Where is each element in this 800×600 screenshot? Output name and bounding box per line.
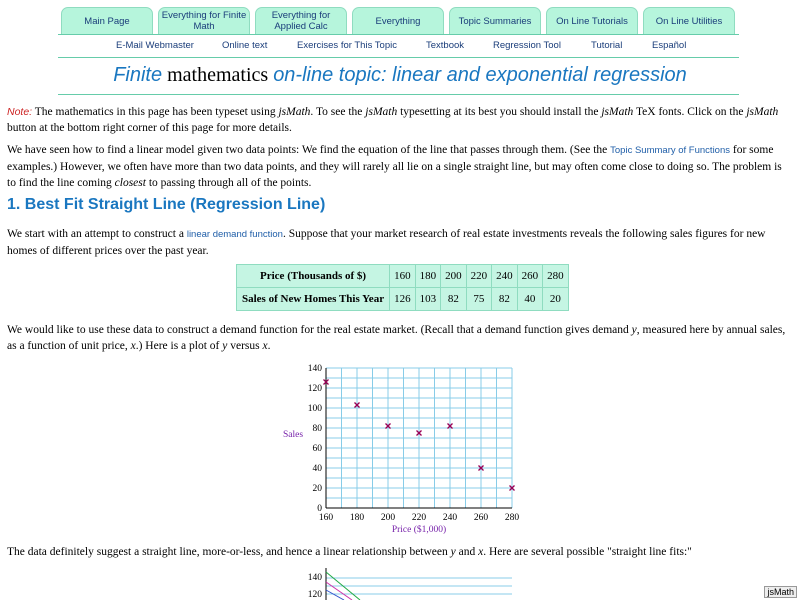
section-heading: 1. Best Fit Straight Line (Regression Line) xyxy=(7,196,326,213)
y-tick-label: 20 xyxy=(312,484,322,494)
table-cell: 75 xyxy=(466,288,492,311)
table-cell: 220 xyxy=(466,265,492,288)
x-tick-label: 260 xyxy=(473,513,489,523)
table-header: Price (Thousands of $) xyxy=(237,265,390,288)
table-row xyxy=(237,265,569,288)
x-tick-label: 280 xyxy=(504,513,520,523)
x-tick-label: 220 xyxy=(411,513,427,523)
nav-link-textbook[interactable]: Textbook xyxy=(426,40,465,51)
nav-link-exercises-for-this-topic[interactable]: Exercises for This Topic xyxy=(297,40,397,51)
table-cell: 82 xyxy=(492,288,518,311)
top-tab-bar xyxy=(61,7,735,35)
x-tick-label: 240 xyxy=(442,513,458,523)
tab-on-line-tutorials[interactable]: On Line Tutorials xyxy=(546,7,638,35)
jsmath-note: Note: The mathematics in this page has been typeset using jsMath. To see the jsMath typesetting at its best you should install the jsMath TeX fonts. Click on the jsMath button at the bottom right corner of this page for more details. xyxy=(7,106,779,134)
y-tick-label: 120 xyxy=(307,590,322,600)
jsmath-button[interactable]: jsMath xyxy=(764,586,797,598)
table-cell: 160 xyxy=(390,265,416,288)
y-tick-label: 40 xyxy=(312,464,322,474)
y-tick-label: 60 xyxy=(312,444,322,454)
topic-summary-link[interactable]: Topic Summary of Functions xyxy=(610,145,730,156)
table-cell: 20 xyxy=(543,288,569,311)
x-axis-label: Price ($1,000) xyxy=(391,525,447,535)
y-tick-label: 100 xyxy=(307,404,322,414)
table-cell: 280 xyxy=(543,265,569,288)
table-cell: 260 xyxy=(517,265,543,288)
page-title: Finite mathematics on-line topic: linear and exponential regression xyxy=(113,64,687,86)
nav-link-regression-tool[interactable]: Regression Tool xyxy=(493,40,561,51)
y-tick-label: 80 xyxy=(312,424,322,434)
x-tick-label: 200 xyxy=(380,513,396,523)
tab-topic-summaries[interactable]: Topic Summaries xyxy=(449,7,541,35)
table-cell: 126 xyxy=(390,288,416,311)
fit-line xyxy=(326,590,344,600)
tab-everything-for-finite-math[interactable]: Everything for Finite Math xyxy=(158,7,250,35)
tab-on-line-utilities[interactable]: On Line Utilities xyxy=(643,7,735,35)
table-cell: 103 xyxy=(415,288,441,311)
nav-link-tutorial[interactable]: Tutorial xyxy=(591,40,623,51)
table-cell: 200 xyxy=(441,265,467,288)
y-axis-label: Sales xyxy=(283,430,304,440)
table-cell: 40 xyxy=(517,288,543,311)
note-label: Note: xyxy=(7,106,33,118)
x-tick-label: 160 xyxy=(318,513,334,523)
data-table xyxy=(236,264,569,311)
x-tick-label: 180 xyxy=(349,513,365,523)
tab-everything[interactable]: Everything xyxy=(352,7,444,35)
table-cell: 180 xyxy=(415,265,441,288)
tab-main-page[interactable]: Main Page xyxy=(61,7,153,35)
nav-link-online-text[interactable]: Online text xyxy=(222,40,268,51)
table-cell: 82 xyxy=(441,288,467,311)
y-tick-label: 140 xyxy=(307,573,322,583)
y-tick-label: 140 xyxy=(307,364,322,374)
scatter-plot xyxy=(280,360,540,540)
linear-demand-link[interactable]: linear demand function xyxy=(186,229,283,240)
title-divider xyxy=(58,94,739,95)
y-tick-label: 120 xyxy=(307,384,322,394)
plot-intro-paragraph: We would like to use these data to construct a demand function for the real estate market. (Recall that a demand function gives demand y, measured here by annual sales, as a function of unit price, x.) Here is a plot of y versus x. xyxy=(7,324,786,352)
demand-paragraph: We start with an attempt to construct a linear demand function. Suppose that your market research of real estate investments reveals the following sales figures for new homes of different prices over the past year. xyxy=(7,228,766,257)
nav-divider xyxy=(58,57,739,58)
nav-link-e-mail-webmaster[interactable]: E-Mail Webmaster xyxy=(116,40,194,51)
nav-link-español[interactable]: Español xyxy=(652,40,687,51)
table-row xyxy=(237,288,569,311)
line-fits-plot xyxy=(280,568,540,600)
table-header: Sales of New Homes This Year xyxy=(237,288,390,311)
intro-paragraph: We have seen how to find a linear model given two data points: We find the equation of the line that passes through them. (See the Topic Summary of Functions for some examples.) However, we often have more than two data points, and they will rarely all lie on a single straight line, but may often come close to doing so. The problem is to find the line coming closest to passing through all of the points. xyxy=(7,144,782,189)
tab-divider xyxy=(58,34,739,35)
line-fit-paragraph: The data definitely suggest a straight line, more-or-less, and hence a linear relationship between y and x. Here are several possible "straight line fits:" xyxy=(7,546,692,558)
y-tick-label: 0 xyxy=(317,504,322,514)
secondary-nav xyxy=(0,40,800,54)
table-cell: 240 xyxy=(492,265,518,288)
tab-everything-for-applied-calc[interactable]: Everything for Applied Calc xyxy=(255,7,347,35)
